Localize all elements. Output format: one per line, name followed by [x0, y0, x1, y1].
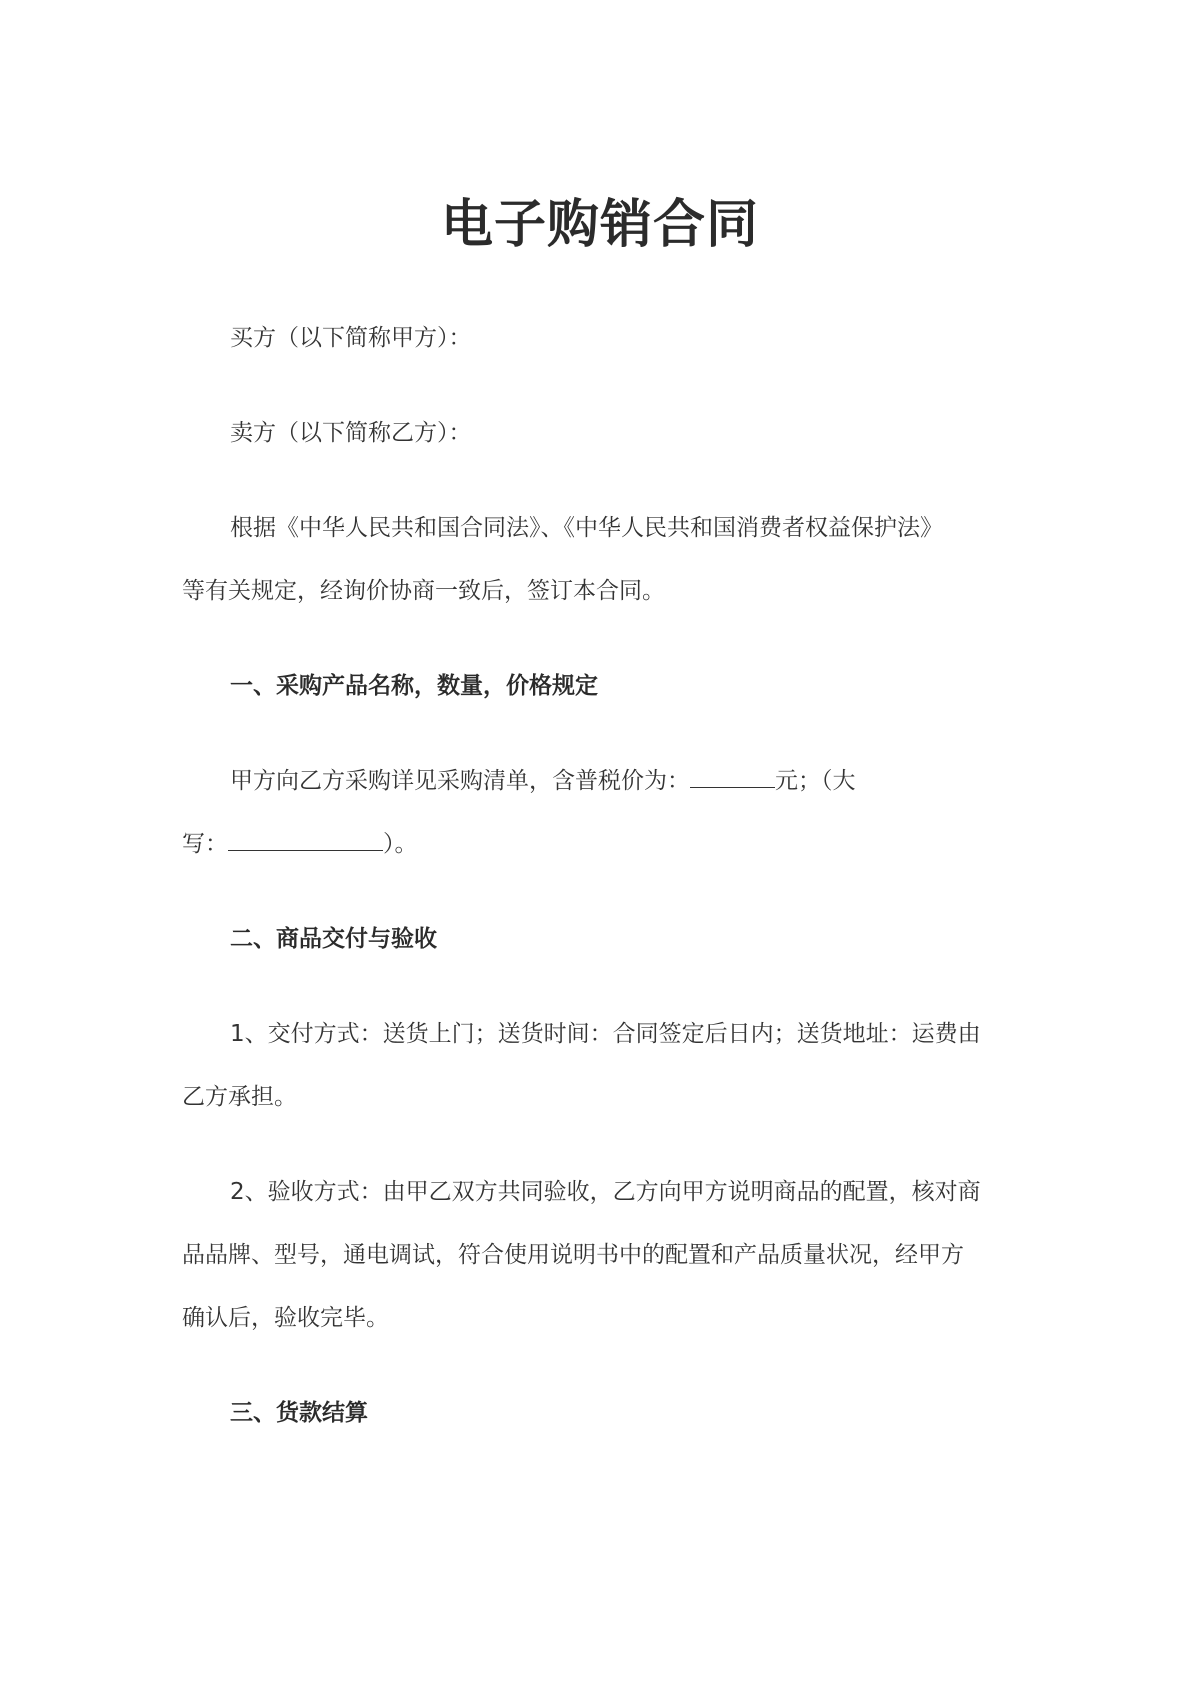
uppercase-label: 写： [182, 831, 228, 857]
price-unit: 元；（大 [775, 768, 856, 794]
section1-heading: 一、采购产品名称，数量，价格规定 [230, 673, 598, 699]
price-blank [690, 765, 775, 788]
uppercase-close: ）。 [383, 831, 418, 857]
intro-line-1: 根据《中华人民共和国合同法》、《中华人民共和国消费者权益保护法》 [230, 515, 943, 541]
price-label: 甲方向乙方采购详见采购清单，含普税价为： [230, 768, 690, 794]
buyer-line: 买方（以下简称甲方）： [230, 325, 472, 351]
intro-line-2: 等有关规定，经询价协商一致后，签订本合同。 [182, 578, 665, 604]
section1-price-line [230, 765, 856, 797]
section1-uppercase-line [182, 828, 418, 860]
document-title: 电子购销合同 [440, 195, 759, 255]
acceptance-line-2: 品品牌、型号，通电调试，符合使用说明书中的配置和产品质量状况，经甲方 [182, 1242, 964, 1268]
section2-heading: 二、商品交付与验收 [230, 926, 437, 952]
delivery-line-1: 1、交付方式：送货上门；送货时间：合同签定后日内；送货地址：运费由 [230, 1021, 981, 1047]
delivery-line-2: 乙方承担。 [182, 1084, 297, 1110]
uppercase-blank [228, 828, 383, 851]
section3-heading: 三、货款结算 [230, 1400, 368, 1426]
acceptance-line-1: 2、验收方式：由甲乙双方共同验收，乙方向甲方说明商品的配置，核对商 [230, 1179, 981, 1205]
acceptance-line-3: 确认后，验收完毕。 [182, 1305, 389, 1331]
seller-line: 卖方（以下简称乙方）： [230, 420, 472, 446]
